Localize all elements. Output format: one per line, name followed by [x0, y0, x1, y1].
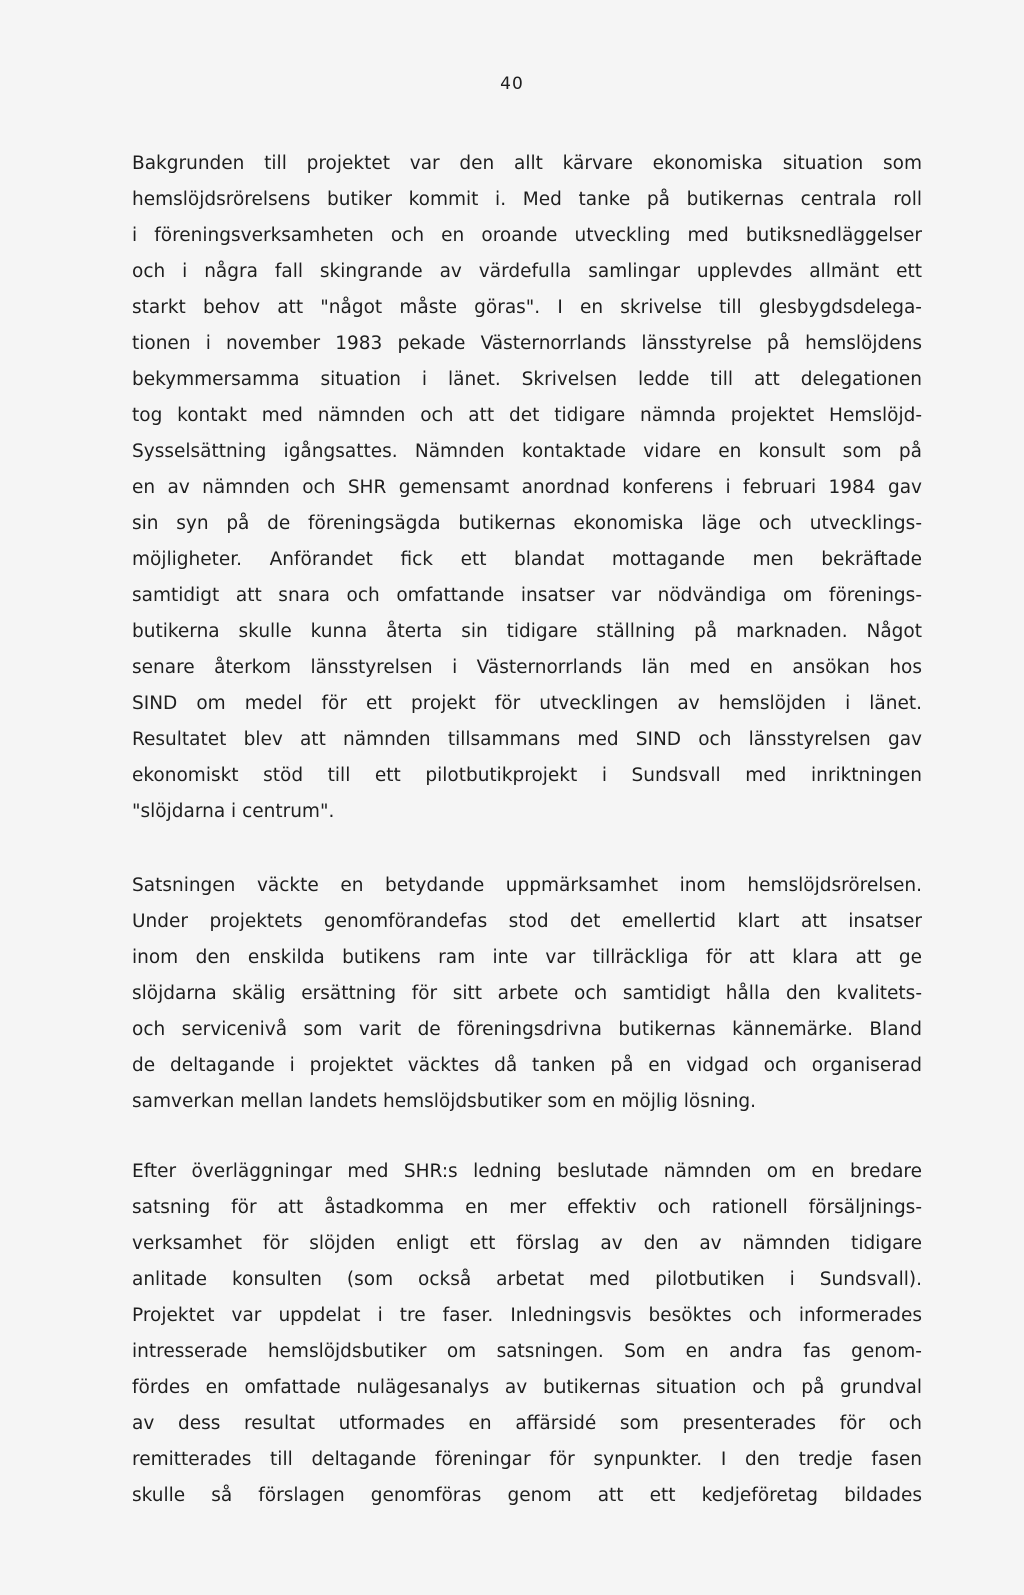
text-line: anlitade konsulten (som också arbetat med pilotbutiken i Sundsvall). — [132, 1269, 922, 1290]
text-line: Projektet var uppdelat i tre faser. Inledningsvis besöktes och informerades — [132, 1305, 922, 1326]
text-line: senare återkom länsstyrelsen i Västernorrlands län med en ansökan hos — [132, 657, 922, 678]
text-line: satsning för att åstadkomma en mer effektiv och rationell försäljnings- — [132, 1197, 922, 1218]
text-line: hemslöjdsrörelsens butiker kommit i. Med tanke på butikernas centrala roll — [132, 189, 922, 210]
text-line: tionen i november 1983 pekade Västernorrlands länsstyrelse på hemslöjdens — [132, 333, 922, 354]
text-line: bekymmersamma situation i länet. Skrivelsen ledde till att delegationen — [132, 369, 922, 390]
text-line: ekonomiskt stöd till ett pilotbutikprojekt i Sundsvall med inriktningen — [132, 765, 922, 786]
text-line: fördes en omfattade nulägesanalys av butikernas situation och på grundval — [132, 1377, 922, 1398]
text-line: möjligheter. Anförandet fick ett blandat mottagande men bekräftade — [132, 549, 922, 570]
text-line: skulle så förslagen genomföras genom att ett kedjeföretag bildades — [132, 1485, 922, 1506]
text-line: tog kontakt med nämnden och att det tidigare nämnda projektet Hemslöjd- — [132, 405, 922, 426]
text-line: inom den enskilda butikens ram inte var tillräckliga för att klara att ge — [132, 947, 922, 968]
text-line: butikerna skulle kunna återta sin tidigare ställning på marknaden. Något — [132, 621, 922, 642]
text-line: "slöjdarna i centrum". — [132, 801, 335, 822]
text-line: av dess resultat utformades en affärsidé som presenterades för och — [132, 1413, 922, 1434]
text-line: intresserade hemslöjdsbutiker om satsningen. Som en andra fas genom- — [132, 1341, 922, 1362]
paragraph-2 — [132, 868, 922, 1120]
text-line: samtidigt att snara och omfattande insatser var nödvändiga om förenings- — [132, 585, 922, 606]
text-line: Satsningen väckte en betydande uppmärksamhet inom hemslöjdsrörelsen. — [132, 875, 922, 896]
text-line: Efter överläggningar med SHR:s ledning beslutade nämnden om en bredare — [132, 1161, 922, 1182]
text-line: en av nämnden och SHR gemensamt anordnad konferens i februari 1984 gav — [132, 477, 922, 498]
text-line: i föreningsverksamheten och en oroande utveckling med butiksnedläggelser — [132, 225, 922, 246]
paragraph-1 — [132, 146, 922, 830]
text-line: remitterades till deltagande föreningar för synpunkter. I den tredje fasen — [132, 1449, 922, 1470]
text-line: och servicenivå som varit de föreningsdrivna butikernas kännemärke. Bland — [132, 1019, 922, 1040]
text-line: verksamhet för slöjden enligt ett förslag av den av nämnden tidigare — [132, 1233, 922, 1254]
text-line: slöjdarna skälig ersättning för sitt arbete och samtidigt hålla den kvalitets- — [132, 983, 922, 1004]
text-line: Resultatet blev att nämnden tillsammans med SIND och länsstyrelsen gav — [132, 729, 922, 750]
text-line: och i några fall skingrande av värdefulla samlingar upplevdes allmänt ett — [132, 261, 922, 282]
text-line: Bakgrunden till projektet var den allt kärvare ekonomiska situation som — [132, 153, 922, 174]
text-line: de deltagande i projektet väcktes då tanken på en vidgad och organiserad — [132, 1055, 922, 1076]
page-number: 40 — [500, 74, 524, 94]
text-line: sin syn på de föreningsägda butikernas ekonomiska läge och utvecklings- — [132, 513, 922, 534]
text-line: Under projektets genomförandefas stod det emellertid klart att insatser — [132, 911, 922, 932]
paragraph-3 — [132, 1154, 922, 1514]
text-line: SIND om medel för ett projekt för utvecklingen av hemslöjden i länet. — [132, 693, 922, 714]
text-line: samverkan mellan landets hemslöjdsbutiker som en möjlig lösning. — [132, 1091, 757, 1112]
text-line: Sysselsättning igångsattes. Nämnden kontaktade vidare en konsult som på — [132, 441, 922, 462]
text-line: starkt behov att "något måste göras". I en skrivelse till glesbygdsdelega- — [132, 297, 922, 318]
